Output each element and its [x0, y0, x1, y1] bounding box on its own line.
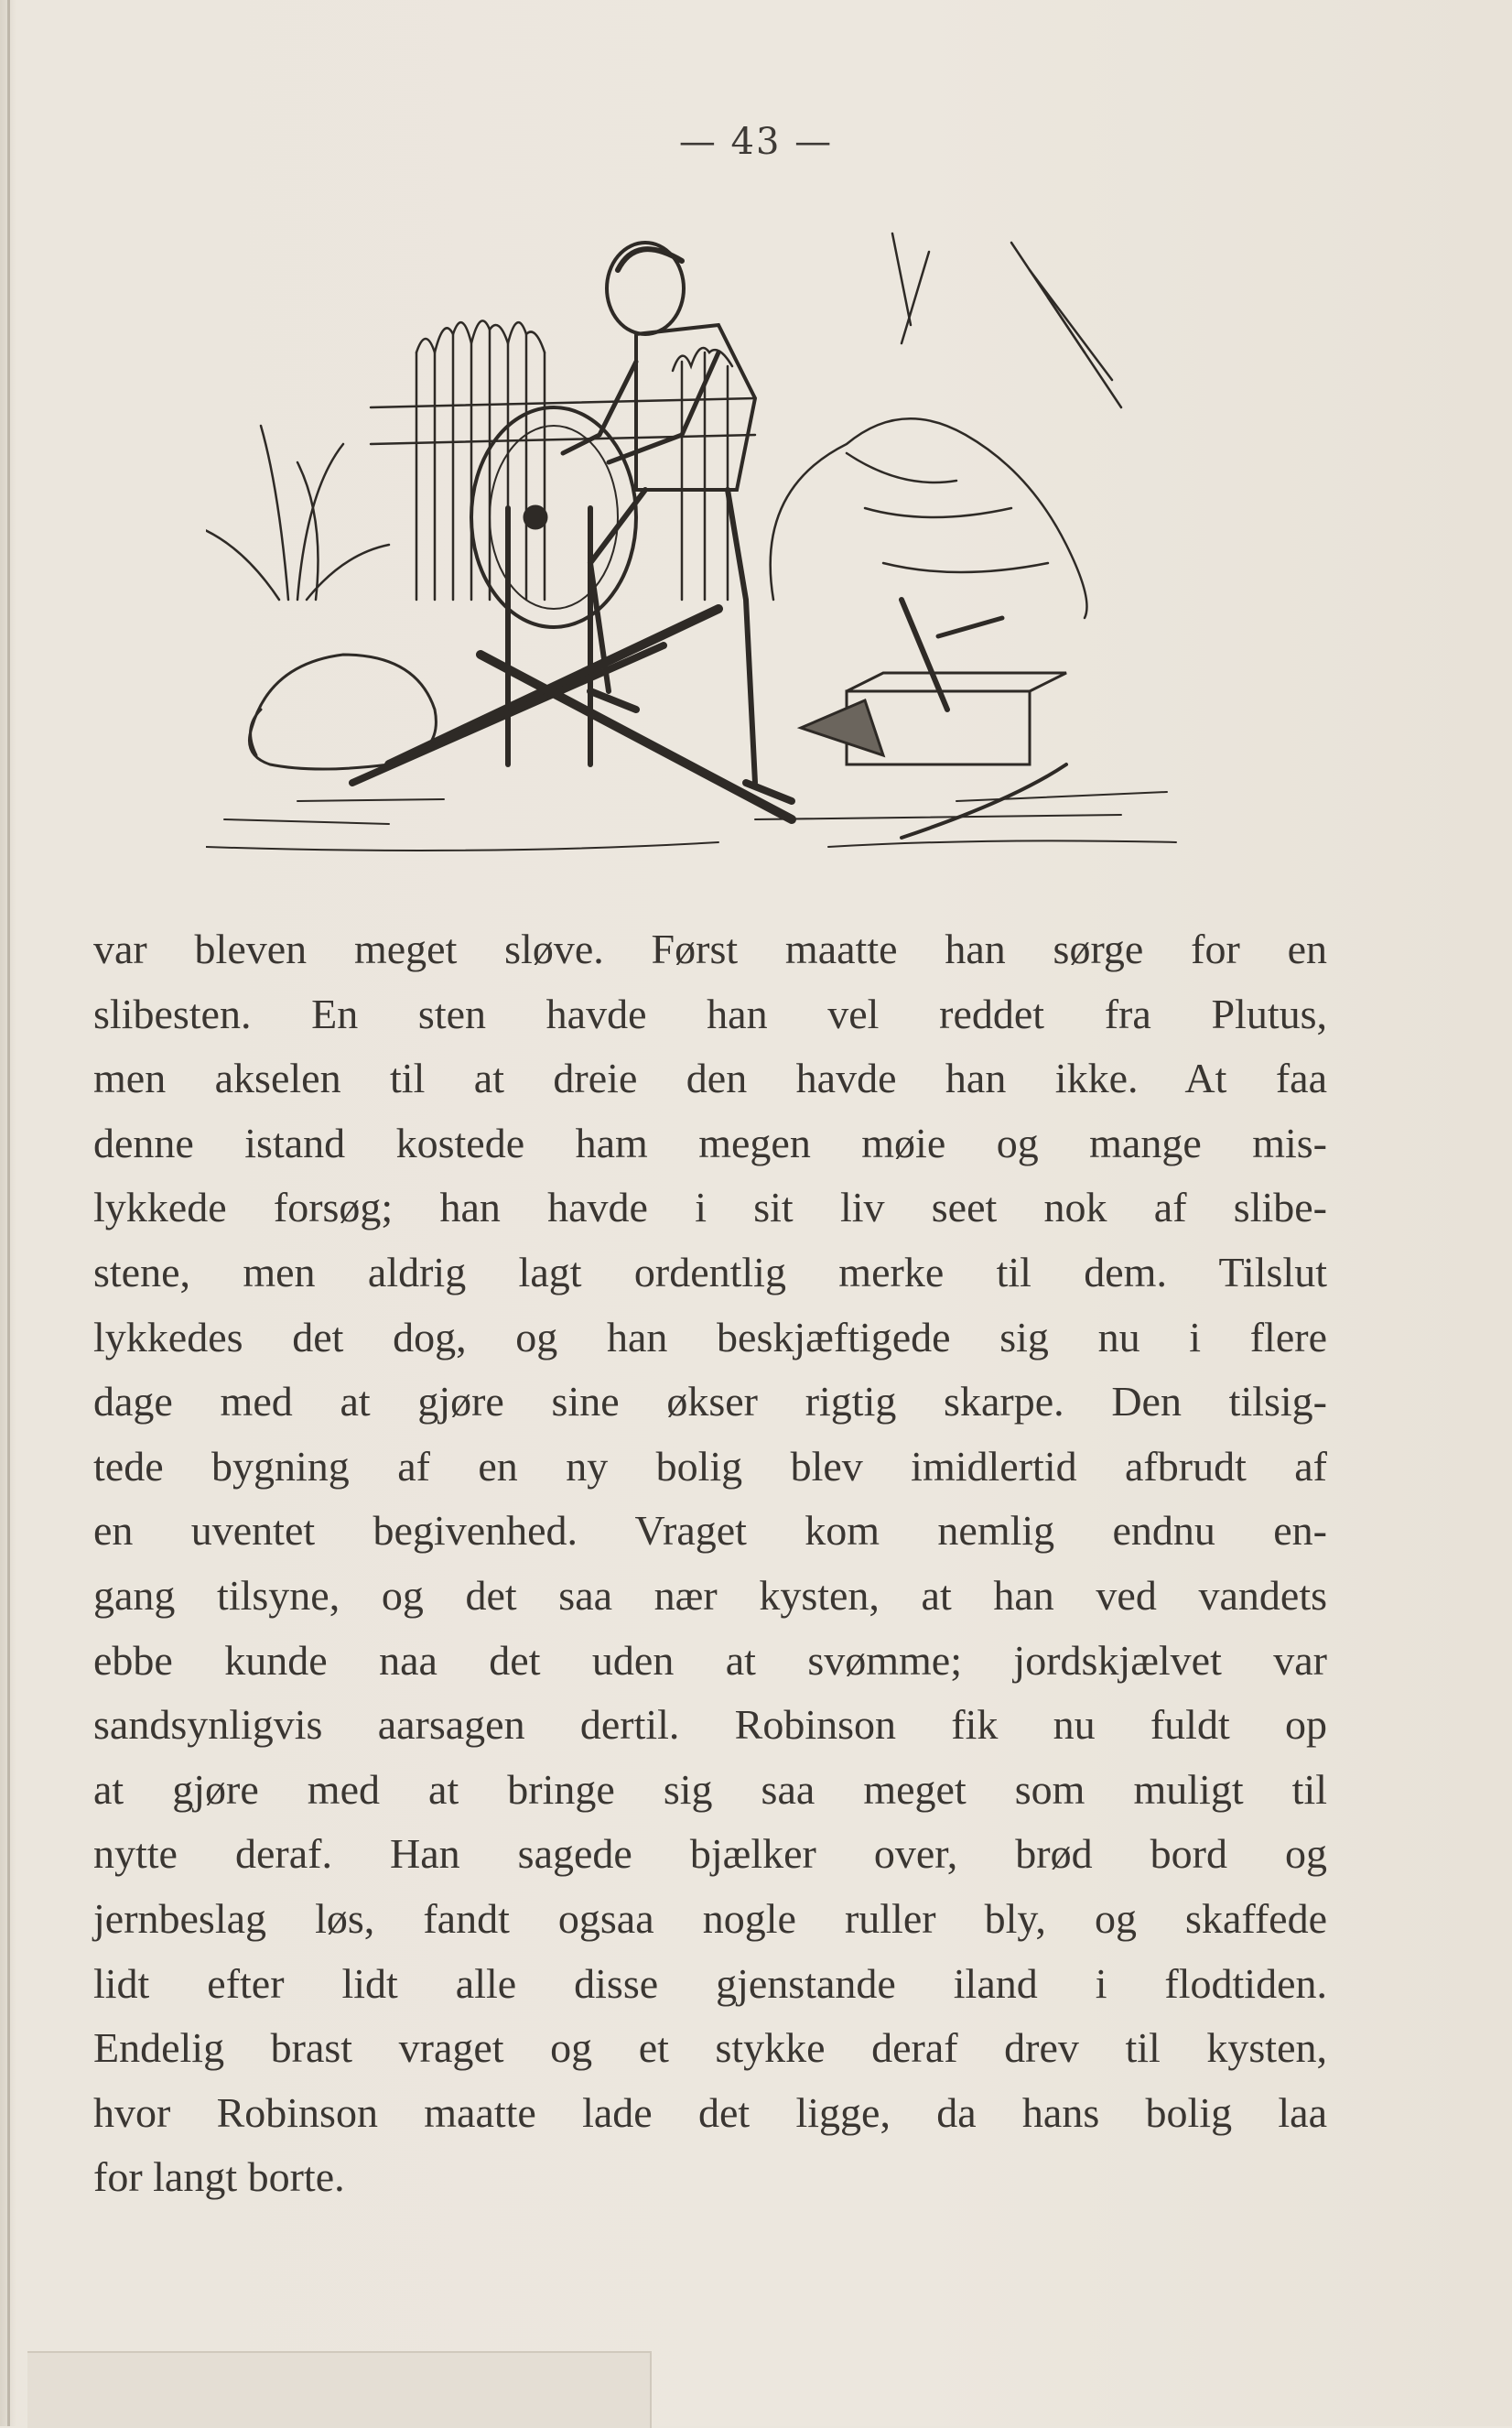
plants — [206, 426, 389, 600]
text-line: slibesten. En sten havde han vel reddet fra Plutus, — [93, 990, 1327, 1037]
text-line: for langt borte. — [93, 2153, 345, 2201]
text-line: ebbe kunde naa det uden at svømme; jordskjælvet var — [93, 1636, 1327, 1684]
grindstone-illustration — [206, 215, 1185, 874]
text-line: var bleven meget sløve. Først maatte han sørge for en — [93, 926, 1327, 972]
text-line: nytte deraf. Han sagede bjælker over, brød bord og — [93, 1830, 1327, 1878]
text-line: tede bygning af en ny bolig blev imidlertid afbrudt af — [93, 1442, 1327, 1490]
text-line: stene, men aldrig lagt ordentlig merke til dem. Tilslut — [93, 1248, 1327, 1295]
lower-page-edge — [27, 2351, 652, 2428]
text-line: sandsynligvis aarsagen dertil. Robinson fik nu fuldt op — [93, 1701, 1327, 1749]
text-line: en uventet begivenhed. Vraget kom nemlig endnu en- — [93, 1507, 1327, 1555]
grindstone — [352, 407, 792, 819]
tool-box — [801, 600, 1066, 838]
text-line: lykkedes det dog, og han beskjæftigede sig nu i flere — [93, 1313, 1327, 1360]
text-line: hvor Robinson maatte lade det ligge, da hans bolig laa — [93, 2088, 1327, 2136]
text-line: Endelig brast vraget og et stykke deraf drev til kysten, — [93, 2024, 1327, 2072]
page-edge — [7, 0, 10, 2426]
text-line: denne istand kostede ham megen møie og mange mis- — [93, 1119, 1327, 1166]
text-line: jernbeslag løs, fandt ogsaa nogle ruller bly, og skaffede — [93, 1894, 1327, 1942]
text-line: dage med at gjøre sine økser rigtig skarpe. Den tilsig- — [93, 1378, 1327, 1425]
page-number: — 43 — — [678, 121, 834, 163]
body-text — [93, 917, 1327, 2210]
text-line: lykkede forsøg; han havde i sit liv seet nok af slibe- — [93, 1184, 1327, 1231]
fence — [371, 320, 755, 600]
text-line: lidt efter lidt alle disse gjenstande iland i flodtiden. — [93, 1959, 1327, 2007]
text-line: men akselen til at dreie den havde han ikke. At faa — [93, 1055, 1327, 1102]
text-line: at gjøre med at bringe sig saa meget som muligt til — [93, 1765, 1327, 1813]
ground — [206, 792, 1176, 851]
haystack — [771, 233, 1121, 618]
text-line: gang tilsyne, og det saa nær kysten, at han ved vandets — [93, 1571, 1327, 1619]
